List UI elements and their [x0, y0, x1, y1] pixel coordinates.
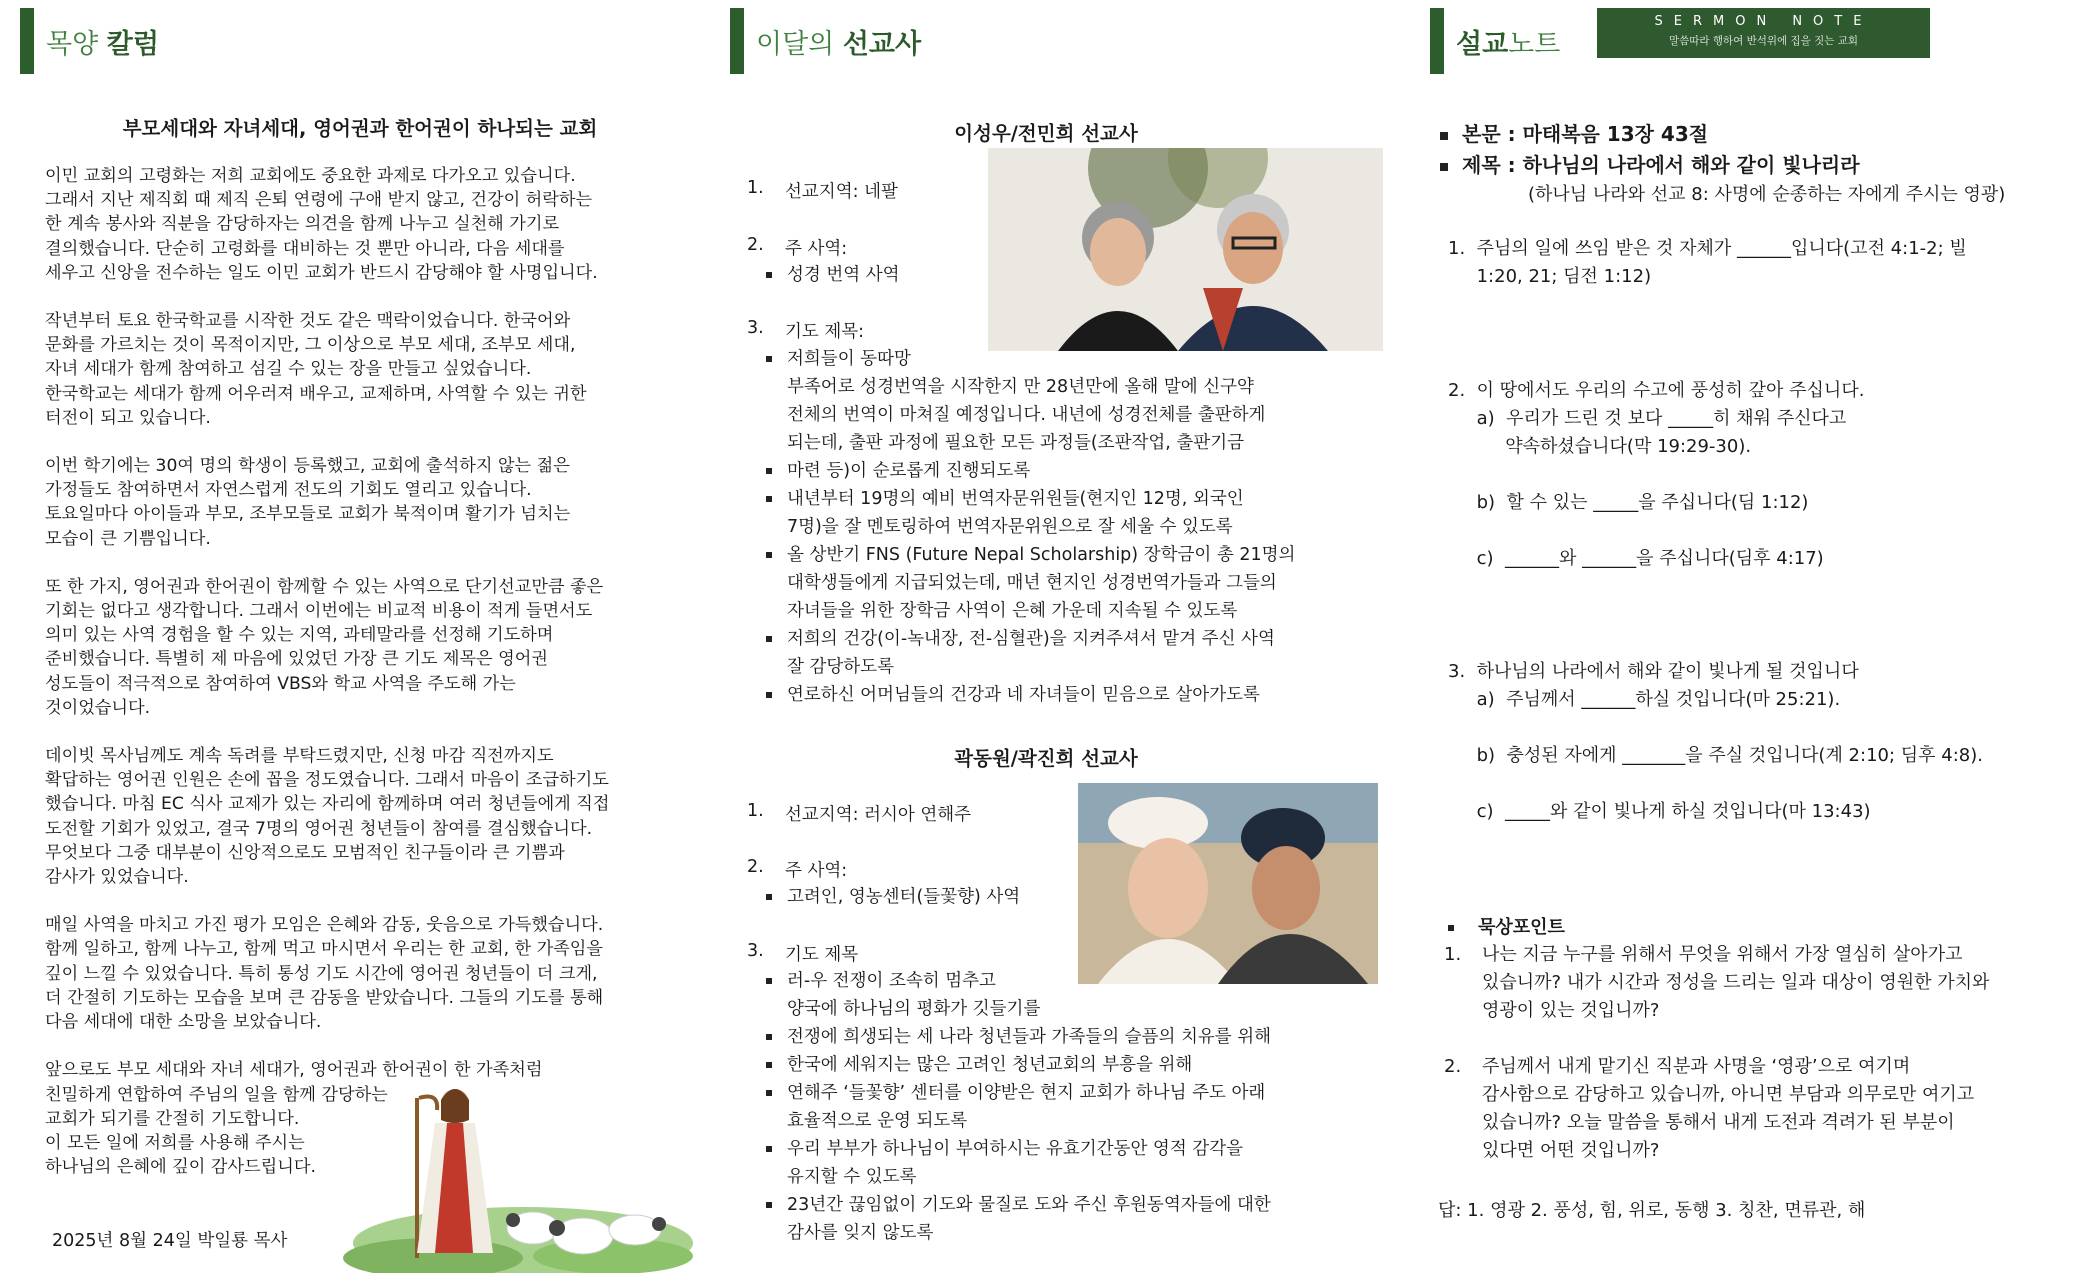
prayer-line: 우리 부부가 하나님이 부여하시는 유효기간동안 영적 감각을 [730, 1135, 1370, 1163]
paragraph-line: 것이었습니다. [45, 697, 151, 718]
meditation-text [1482, 941, 2094, 1025]
paragraph-line: 한국학교는 세대가 함께 어우러져 배우고, 교제하며, 사역할 수 있는 귀한 [45, 383, 587, 404]
prayer-line: 감사를 잊지 않도록 [787, 1223, 934, 1243]
paragraph-line: 그래서 지난 제직회 때 제직 은퇴 연령에 구애 받지 않고, 건강이 허락하는 [45, 190, 593, 211]
paragraph-line: 또 한 가지, 영어권과 한어권이 함께할 수 있는 사역으로 단기선교만큼 좋은 [45, 576, 604, 597]
prayer-line: 유지할 수 있도록 [787, 1167, 917, 1187]
prayer-line: 7명)을 잘 멘토링하여 번역자문위원으로 잘 세울 수 있도록 [787, 517, 1233, 537]
sermon-title: 제목 : 하나님의 나라에서 해와 같이 빛나리라 [1440, 149, 1860, 178]
question-line: a) 주님께서 ______하실 것입니다(마 25:21). [1448, 689, 1841, 710]
paragraph [45, 309, 695, 430]
meditation-number: 1. [1444, 944, 1462, 965]
prayer-line: 되는데, 출판 과정에 필요한 모든 과정들(조판작업, 출판기금 [787, 433, 1245, 453]
paragraph [45, 913, 695, 1034]
paragraph-line: 깊이 느낄 수 있었습니다. 특히 통성 기도 시간에 영어권 청년들이 더 크게, [45, 963, 598, 984]
paragraph-line: 토요일마다 아이들과 부모, 조부모들로 교회가 북적이며 활기가 넘치는 [45, 504, 571, 525]
signature: 2025년 8월 24일 박일룡 목사 [52, 1231, 288, 1251]
prayer-line: 저희의 건강(이-녹내장, 전-심혈관)을 지켜주셔서 맡겨 주신 사역 [730, 625, 1370, 653]
missionary1-photo [988, 148, 1383, 351]
prayer-line: 올 상반기 FNS (Future Nepal Scholarship) 장학금이 총 21명의 [730, 541, 1370, 569]
shepherd-illustration [343, 1068, 698, 1273]
meditation-text [1482, 1053, 2094, 1165]
paragraph-line: 교회가 되기를 간절히 기도합니다. [45, 1108, 300, 1129]
prayer-list [730, 967, 1370, 1247]
question-line: 2. 이 땅에서도 우리의 수고에 풍성히 갚아 주십니다. [1448, 380, 1865, 401]
paragraph-line: 감사가 있었습니다. [45, 867, 189, 888]
paragraph-line: 이번 학기에는 30여 명의 학생이 등록했고, 교회에 출석하지 않는 젊은 [45, 456, 570, 477]
prayer-line: 효율적으로 운영 되도록 [787, 1111, 968, 1131]
paragraph-line: 했습니다. 마침 EC 식사 교제가 있는 자리에 함께하며 여러 청년들에게 직접 [45, 794, 610, 815]
prayer-line: 양국에 하나님의 평화가 깃들기를 [787, 999, 1041, 1019]
section-title: 설교노트 [1456, 28, 1561, 60]
section-title: 목양 칼럼 [46, 28, 159, 60]
meditation-line: 있습니까? 내가 시간과 정성을 드리는 일과 대상이 영원한 가치와 [1482, 972, 1990, 993]
question-line: a) 우리가 드린 것 보다 _____히 채워 주신다고 [1448, 408, 1847, 429]
answer-key: 답: 1. 영광 2. 풍성, 힘, 위로, 동행 3. 칭찬, 면류관, 해 [1438, 1200, 1866, 1221]
paragraph-line: 확답하는 영어권 인원은 손에 꼽을 정도였습니다. 그래서 마음이 조급하기도 [45, 770, 609, 791]
meditation-line: 있다면 어떤 것입니까? [1482, 1140, 1660, 1161]
missionary2-name: 곽동원/곽진희 선교사 [954, 747, 1138, 770]
paragraph-line: 터전이 되고 있습니다. [45, 407, 211, 428]
sermon-note-column [1430, 0, 2090, 1275]
list-item: 성경 번역 사역 [730, 261, 1060, 289]
bullet-square-icon [1440, 163, 1448, 171]
section-header [1430, 8, 1560, 74]
paragraph-line: 도전할 기회가 있었고, 결국 7명의 영어권 청년들이 참여를 결심했습니다. [45, 818, 593, 839]
m2-ministry-list [730, 883, 1130, 911]
prayer-line: 마련 등)이 순로롭게 진행되도록 [730, 457, 1370, 485]
paragraph-line: 앞으로도 부모 세대와 자녀 세대가, 영어권과 한어권이 한 가족처럼 [45, 1060, 543, 1081]
column-title: 부모세대와 자녀세대, 영어권과 한어권이 하나되는 교회 [122, 117, 598, 140]
paragraph-line: 다음 세대에 대한 소망을 보았습니다. [45, 1012, 322, 1033]
paragraph-line: 성도들이 적극적으로 참여하여 VBS와 학교 사역을 주도해 가는 [45, 673, 516, 694]
question-line: c) ______와 ______을 주십니다(딤후 4:17) [1448, 548, 1824, 569]
question-line: c) _____와 같이 빛나게 하실 것입니다(마 13:43) [1448, 801, 1871, 822]
paragraph-line: 친밀하게 연합하여 주님의 일을 함께 감당하는 [45, 1084, 388, 1105]
question-line: b) 충성된 자에게 _______을 주실 것입니다(계 2:10; 딤후 4:8). [1448, 745, 1983, 766]
question-1 [1448, 235, 2088, 291]
missionary1-name: 이성우/전민희 선교사 [954, 122, 1138, 145]
header-bar [730, 8, 744, 74]
paragraph [45, 744, 695, 889]
prayer-line: 한국에 세워지는 많은 고려인 청년교회의 부흥을 위해 [730, 1051, 1370, 1079]
question-line: 3. 하나님의 나라에서 해와 같이 빛나게 될 것입니다 [1448, 661, 1859, 682]
paragraph-line: 한 계속 봉사와 직분을 감당하자는 의견을 함께 나누고 실천해 가기로 [45, 214, 560, 235]
prayer-line: 저희들이 동따망 [730, 345, 1370, 373]
prayer-list [730, 345, 1370, 709]
section-title: 이달의 선교사 [756, 28, 922, 60]
meditation-item [1444, 1053, 2094, 1165]
prayer-line: 잘 감당하도록 [787, 657, 894, 677]
paragraph [45, 454, 695, 551]
question-line: 약속하셨습니다(막 19:29-30). [1448, 436, 1752, 457]
paragraph-line: 이민 교회의 고령화는 저희 교회에도 중요한 과제로 다가오고 있습니다. [45, 166, 576, 186]
list-item: 고려인, 영농센터(들꽃향) 사역 [730, 883, 1130, 911]
meditation-list [1444, 941, 2094, 1193]
prayer-line: 23년간 끊임없이 기도와 물질로 도와 주신 후원동역자들에 대한 [730, 1191, 1370, 1219]
header-bar [1430, 8, 1444, 74]
section-header [20, 8, 159, 74]
bullet-square-icon [1448, 925, 1454, 931]
pastor-column [20, 0, 700, 1275]
paragraph-line: 작년부터 토요 한국학교를 시작한 것도 같은 맥락이었습니다. 한국어와 [45, 311, 571, 332]
meditation-line: 나는 지금 누구를 위해서 무엇을 위해서 가장 열심히 살아가고 [1482, 944, 1963, 965]
paragraph-line: 이 모든 일에 저희를 사용해 주시는 [45, 1132, 305, 1153]
paragraph-line: 가정들도 참여하면서 자연스럽게 전도의 기회도 열리고 있습니다. [45, 480, 532, 501]
meditation-line: 감사함으로 감당하고 있습니까, 아니면 부담과 의무로만 여기고 [1482, 1084, 1975, 1105]
paragraph [45, 164, 695, 285]
prayer-line: 자녀들을 위한 장학금 사역이 은혜 가운데 지속될 수 있도록 [787, 601, 1238, 621]
paragraph-line: 기회는 없다고 생각합니다. 그래서 이번에는 비교적 비용이 적게 들면서도 [45, 601, 593, 622]
question-line: b) 할 수 있는 _____을 주십니다(딤 1:12) [1448, 492, 1809, 513]
paragraph-line: 매일 사역을 마치고 가진 평가 모임은 은혜와 감동, 웃음으로 가득했습니다. [45, 915, 604, 936]
paragraph-line: 하나님의 은혜에 깊이 감사드립니다. [45, 1157, 316, 1178]
bullet-square-icon [1440, 132, 1448, 140]
paragraph-line: 자녀 세대가 함께 참여하고 섬길 수 있는 장을 만들고 싶었습니다. [45, 359, 532, 380]
meditation-line: 영광이 있는 것입니까? [1482, 1000, 1660, 1021]
question-line: 1:20, 21; 딤전 1:12) [1448, 266, 1652, 287]
paragraph-line: 결의했습니다. 단순히 고령화를 대비하는 것 뿐만 아니라, 다음 세대를 [45, 238, 565, 259]
paragraph-line: 문화를 가르치는 것이 목적이지만, 그 이상으로 부모 세대, 조부모 세대, [45, 335, 576, 356]
paragraph-line: 준비했습니다. 특별히 제 마음에 있었던 가장 큰 기도 제목은 영어권 [45, 649, 548, 670]
paragraph-line: 의미 있는 사역 경험을 할 수 있는 지역, 과테말라를 선정해 기도하며 [45, 625, 554, 646]
meditation-line: 있습니까? 오늘 말씀을 통해서 내게 도전과 격려가 된 부분이 [1482, 1112, 1955, 1133]
prayer-line: 러-우 전쟁이 조속히 멈추고 [730, 967, 1370, 995]
sermon-subtitle: (하나님 나라와 선교 8: 사명에 순종하는 자에게 주시는 영광) [1528, 184, 2006, 205]
badge-subtitle: 말씀따라 행하여 반석위에 집을 짓는 교회 [1668, 35, 1859, 47]
paragraph-line: 세우고 신앙을 전수하는 일도 이민 교회가 반드시 감당해야 할 사명입니다. [45, 262, 598, 283]
meditation-title: 묵상포인트 [1448, 913, 1565, 939]
badge-title: SERMON NOTE [1654, 14, 1873, 29]
column-body [45, 164, 695, 1179]
paragraph-line: 함께 일하고, 함께 나누고, 함께 먹고 마시면서 우리는 한 교회, 한 가족임을 [45, 939, 603, 960]
m1-prayer-list [730, 345, 1370, 709]
paragraph-line: 데이빗 목사님께도 계속 독려를 부탁드렸지만, 신청 마감 직전까지도 [45, 746, 554, 767]
prayer-line: 부족어로 성경번역을 시작한지 만 28년만에 올해 말에 신구약 [787, 377, 1254, 397]
meditation-item [1444, 941, 2094, 1025]
paragraph-line: 무엇보다 그중 대부분이 신앙적으로도 모범적인 친구들이라 큰 기쁨과 [45, 842, 565, 863]
prayer-line: 전체의 번역이 마쳐질 예정입니다. 내년에 성경전체를 출판하게 [787, 405, 1266, 425]
meditation-line: 주님께서 내게 맡기신 직분과 사명을 ‘영광’으로 여기며 [1482, 1056, 1911, 1077]
question-3 [1448, 658, 2088, 826]
scripture-line: 본문 : 마태복음 13장 43절 [1440, 118, 1708, 147]
m2-prayer-list [730, 967, 1370, 1247]
paragraph-line: 더 간절히 기도하는 모습을 보며 큰 감동을 받았습니다. 그들의 기도를 통해 [45, 987, 604, 1008]
section-header [730, 8, 921, 74]
missionary-column: 이달의 선교사 이성우/전민희 선교사 1. 선교지역: 네팔 2. 주 사역: 성경 번역 사역 3. 기도 제목: 저희들이 동따망 부족어로 성경번역을 시작한지 만 28년만에 올해 말에 신구약 전체의 번역이 마쳐질 예정입니다. 내년에 성경전체를 출판하게 되는데, 출판 과정에 필요한 모든 과정들(조판작업, 출판기금 마련 등)이 순로롭게 진행되도록 내년부터 19명의 예비 번역자문위원들(현지인 12명, 외국인 7명)을 잘 멘토링하여 번역자문위원으로 잘 세울 수 있도록 올 상반기 FNS (Future Nepal Scholarship) 장학금이 총 21명의 대학생들에게 지급되었는데, 매년 현지인 성경번역가들과 그들의 자녀들을 위한 장학금 사역이 은혜 가운데 지속될 수 있도록 저희의 건강(이-녹내장, 전-심혈관)을 지켜주셔서 맡겨 주신 사역 잘 감당하도록 연로하신 어머님들의 건강과 네 자녀들이 믿음으로 살아가도록 곽동원/곽진희 선교사 1. 선교지역: 러시아 연해주 2. 주 사역: 고려인, 영농센터(들꽃향) 사역 3. 기도 제목 러-우 전쟁이 조속히 멈추고 양국에 하나님의 평화가 깃들기를 전쟁에 희생되는 세 나라 청년들과 가족들의 슬픔의 치유를 위해 한국에 세워지는 많은 고려인 청년교회의 부흥을 위해 연해주 ‘들꽃향’ 센터를 이양받은 현지 교회가 하나님 주도 아래 효율적으로 운영 되도록 우리 부부가 하나님이 부여하시는 유효기간동안 영적 감각을 유지할 수 있도록 23년간 끊임없이 기도와 물질로 도와 주신 후원동역자들에 대한 감사를 잊지 않도록 [730, 0, 1370, 1275]
paragraph-line: 모습이 큰 기쁨입니다. [45, 528, 211, 549]
sermon-note-badge [1597, 8, 1930, 58]
header-bar [20, 8, 34, 74]
prayer-line: 대학생들에게 지급되었는데, 매년 현지인 성경번역가들과 그들의 [787, 573, 1277, 593]
prayer-line: 연해주 ‘들꽃향’ 센터를 이양받은 현지 교회가 하나님 주도 아래 [730, 1079, 1370, 1107]
meditation-number: 2. [1444, 1056, 1462, 1077]
paragraph [45, 575, 695, 720]
prayer-line: 전쟁에 희생되는 세 나라 청년들과 가족들의 슬픔의 치유를 위해 [730, 1023, 1370, 1051]
question-2 [1448, 377, 2088, 573]
question-line: 1. 주님의 일에 쓰임 받은 것 자체가 ______입니다(고전 4:1-2; 빌 [1448, 238, 1967, 259]
prayer-line: 연로하신 어머님들의 건강과 네 자녀들이 믿음으로 살아가도록 [730, 681, 1370, 709]
missionary2-photo [1078, 783, 1378, 984]
prayer-line: 내년부터 19명의 예비 번역자문위원들(현지인 12명, 외국인 [730, 485, 1370, 513]
